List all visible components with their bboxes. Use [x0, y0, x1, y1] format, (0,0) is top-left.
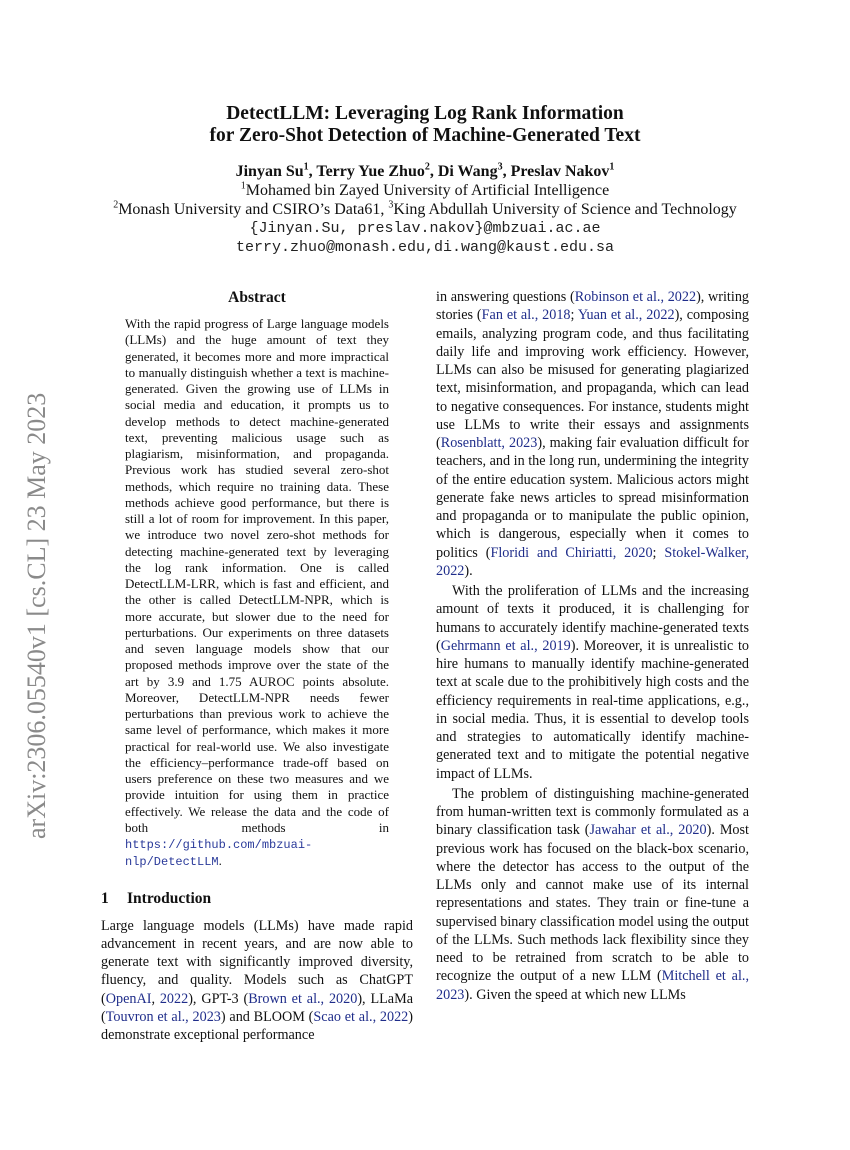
section-number: 1: [101, 889, 109, 907]
author-3: Di Wang: [437, 163, 498, 180]
abstract-text: With the rapid progress of Large language models (LLMs) and the huge amount of text they generated, it becomes more and more impractical to manually distinguish whether a text is machine-generated. Given the growing use of LLMs in social media and education, it prompts us to develop methods to detect machine-generated text, preventing malicious usage such as plagiarism, misinformation, and propaganda. Previous work has studied several zero-shot methods, which require no training data. These methods achieve good performance, but there is still a lot of room for improvement. In this paper, we introduce two novel zero-shot methods for detecting machine-generated text by leveraging the log rank information. One is called DetectLLM-LRR, which is fast and efficient, and the other is called DetectLLM-NPR, which is more accurate, but slower due to the need for perturbations. Our experiments on three datasets and seven language models show that our proposed methods improve over the state of the art by 3.9 and 1.75 AUROC points absolute. Moreover, DetectLLM-NPR needs fewer perturbations than previous work to achieve the same level of performance, which makes it more practical for real-world use. We also investigate the efficiency–performance trade-off based on users preference on these two measures and we provide intuition for using them in practice effectively. We release the data and the code of both methods in: [125, 316, 389, 835]
citation-link[interactable]: Touvron et al., 2023: [105, 1008, 221, 1025]
text-run: ;: [652, 544, 665, 561]
author-block: [60, 162, 790, 257]
title-line-1: DetectLLM: Leveraging Log Rank Information: [226, 103, 624, 124]
citation-link[interactable]: Fan et al., 2018: [481, 307, 571, 324]
intro-paragraph-2: [436, 582, 749, 783]
intro-paragraph-3: [436, 785, 749, 1004]
abstract-end: .: [218, 853, 222, 869]
citation-link[interactable]: Yuan et al., 2022: [577, 307, 675, 324]
affil-2-sup: 2: [113, 199, 119, 211]
arxiv-identifier[interactable]: arXiv:2306.05540v1 [cs.CL] 23 May 2023: [22, 392, 51, 839]
citation-link[interactable]: Gehrmann et al., 2019: [440, 637, 571, 654]
section-heading-introduction: [101, 889, 413, 909]
affil-1-text: Mohamed bin Zayed University of Artificial Intelligence: [245, 182, 610, 199]
citation-link[interactable]: Brown et al., 2020: [248, 990, 358, 1007]
arxiv-stamp: [21, 345, 53, 839]
author-4-sup: 1: [609, 161, 615, 173]
section-title: Introduction: [127, 889, 212, 907]
text-run: ) and BLOOM (: [220, 1008, 314, 1025]
citation-link[interactable]: Robinson et al., 2022: [574, 289, 697, 305]
author-1: Jinyan Su: [235, 163, 304, 180]
citation-link[interactable]: Floridi and Chiriatti, 2020: [490, 544, 653, 561]
paper-title: [100, 103, 750, 147]
abstract-heading: Abstract: [228, 289, 286, 306]
text-run: ). Most previous work has focused on the black-box scenario, where the detector has access to the output of the LLMs only and cannot make use of its internal representations and states. They train or fine-tune a supervised binary classification model using the output of the LLMs. Such methods lack flexibility since they need to be retrained from scratch to be able to recognize the output of a new LLM (: [436, 822, 749, 985]
text-run: ) demonstrate exceptional performance: [101, 1008, 413, 1043]
text-run: Large language models (LLMs) have made rapid advancement in recent years, and are now able to generate text with significantly improved diversity, fluency, and quality. Models such as ChatGPT (: [101, 917, 413, 1007]
author-4: Preslav Nakov: [510, 163, 610, 180]
text-run: ), making fair evaluation difficult for teachers, and in the long run, undermining the integrity of the entire education system. Malicious actors might generate fake news articles to spread misinformation and propaganda or to manipulate the public opinion, which is dangerous, especially when it comes to politics (: [436, 435, 750, 561]
citation-link[interactable]: Rosenblatt, 2023: [440, 435, 538, 451]
right-column: [436, 288, 749, 1004]
text-run: ), writing stories (: [436, 289, 750, 324]
affil-3-text: King Abdullah University of Science and Technology: [393, 201, 737, 218]
affil-2-text: Monash University and CSIRO’s Data61,: [118, 201, 389, 218]
citation-link[interactable]: Stokel-Walker, 2022: [436, 544, 749, 579]
text-run: The problem of distinguishing machine-generated from human-written text is commonly formulated as a binary classification task (: [436, 785, 749, 839]
author-2: Terry Yue Zhuo: [316, 163, 425, 180]
title-line-2: for Zero-Shot Detection of Machine-Generated Text: [209, 125, 641, 146]
email-line-1: {Jinyan.Su, preslav.nakov}@mbzuai.ac.ae: [249, 220, 601, 237]
text-run: ;: [570, 307, 578, 324]
author-3-sup: 3: [497, 161, 503, 173]
affil-3-sup: 3: [388, 199, 394, 211]
text-run: ,: [151, 990, 160, 1007]
author-1-sup: 1: [303, 161, 309, 173]
text-run: With the proliferation of LLMs and the increasing amount of texts it produced, it is challenging for humans to accurately identify machine-generated texts (: [436, 583, 749, 654]
citation-link[interactable]: OpenAI: [105, 990, 152, 1007]
text-run: ), composing emails, analyzing program code, and thus facilitating daily life and improving work efficiency. However, LLMs can also be misused for generating plagiarized text, misinformation, and propaganda, which can lead to negative consequences. For instance, students might use LLMs to write their essays and assignments (: [436, 307, 749, 451]
text-run: ), GPT-3 (: [188, 990, 249, 1007]
text-run: ).: [464, 562, 473, 579]
text-run: ). Given the speed at which new LLMs: [464, 986, 686, 1003]
email-line-2: terry.zhuo@monash.edu,di.wang@kaust.edu.sa: [235, 239, 615, 256]
intro-paragraph-1-cont: [436, 288, 749, 580]
left-column: [101, 288, 413, 1044]
citation-link[interactable]: 2022: [159, 990, 189, 1007]
abstract-body: [125, 316, 389, 871]
affiliation-1: [60, 181, 790, 200]
author-names: Jinyan Su$^1$, Terry Yue Zhuo$^2$, Di Wang$^3$, Preslav Nakov$^1$: [235, 161, 615, 180]
text-run: ), LLaMa (: [101, 990, 413, 1025]
citation-link[interactable]: Scao et al., 2022: [313, 1008, 409, 1025]
citation-link[interactable]: Mitchell et al., 2023: [436, 968, 749, 1003]
text-run: in answering questions (: [436, 289, 575, 305]
citation-link[interactable]: Jawahar et al., 2020: [589, 822, 707, 839]
affil-1-sup: 1: [240, 180, 246, 192]
affiliation-2-3: [60, 200, 790, 219]
intro-paragraph-1: [101, 917, 413, 1045]
text-run: ). Moreover, it is unrealistic to hire humans to manually identify machine-generated text at scale due to the prohibitively high costs and the efficiency requirements in real-time applications, e.g., in social media. Thus, it is essential to develop tools and strategies to automatically identify machine-generated text and to mitigate the potential negative impact of LLMs.: [436, 637, 750, 782]
code-link[interactable]: https://github.com/mbzuai-nlp/DetectLLM: [125, 838, 313, 870]
author-2-sup: 2: [424, 161, 430, 173]
